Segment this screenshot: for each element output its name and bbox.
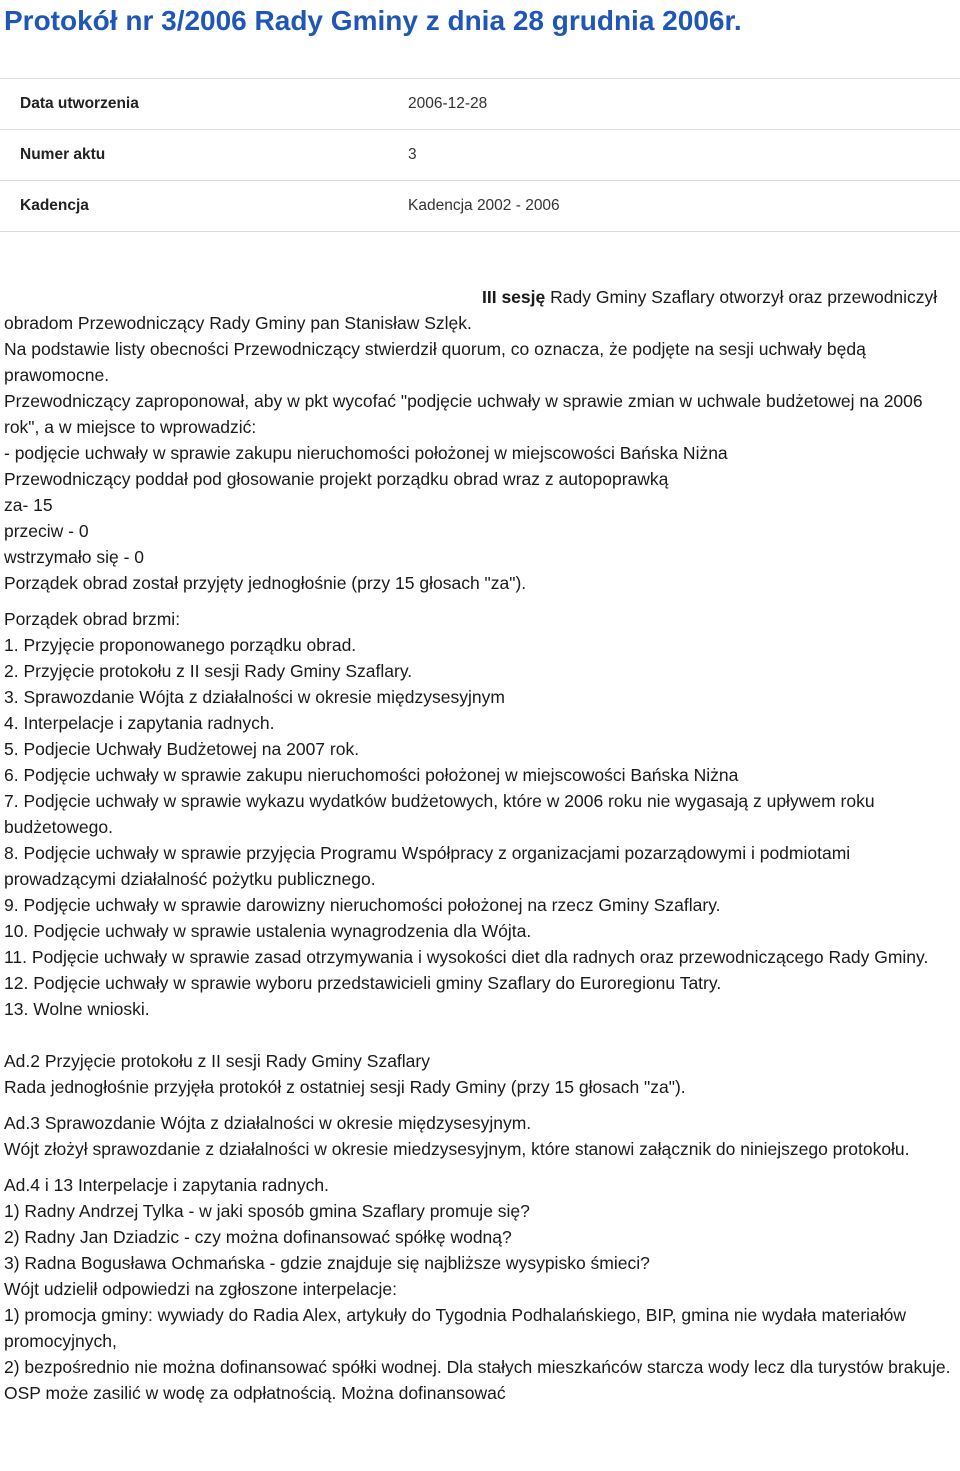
meta-label: Data utworzenia: [0, 79, 408, 130]
meta-label: Kadencja: [0, 181, 408, 232]
meta-row-act-number: [0, 130, 960, 181]
answer: 1) promocja gminy: wywiady do Radia Alex, artykuły do Tygodnia Podhalańskiego, BIP, gmina nie wydała materiałów promocyjnych,: [4, 1305, 907, 1351]
agenda-item: 2. Przyjęcie protokołu z II sesji Rady Gminy Szaflary.: [4, 661, 413, 681]
vote-against: przeciw - 0: [4, 521, 89, 541]
meta-value: 3: [408, 130, 960, 181]
protocol-body: [4, 284, 956, 1406]
meta-value: Kadencja 2002 - 2006: [408, 181, 960, 232]
ad3-heading: Ad.3 Sprawozdanie Wójta z działalności w okresie międzysesyjnym.: [4, 1113, 532, 1133]
agenda-item: 7. Podjęcie uchwały w sprawie wykazu wydatków budżetowych, które w 2006 roku nie wygasają z upływem roku budżetowego.: [4, 791, 875, 837]
agenda-item: 5. Podjecie Uchwały Budżetowej na 2007 rok.: [4, 739, 360, 759]
answers-heading: Wójt udzielił odpowiedzi na zgłoszone interpelacje:: [4, 1279, 397, 1299]
intro-text: Rady Gminy Szaflary otworzył oraz przewodniczył obradom Przewodniczący Rady Gminy pan Stanisław Szlęk.: [4, 287, 938, 333]
body-line: Przewodniczący poddał pod głosowanie projekt porządku obrad wraz z autopoprawką: [4, 469, 669, 489]
answer: 2) bezpośrednio nie można dofinansować spółki wodnej. Dla stałych mieszkańców starcza wody lecz dla turystów brakuje. OSP może zasilić w wodę za odpłatnością. Można dofinansować: [4, 1357, 951, 1403]
body-line: Na podstawie listy obecności Przewodniczący stwierdził quorum, co oznacza, że podjęte na sesji uchwały będą prawomocne.: [4, 339, 866, 385]
agenda-item: 13. Wolne wnioski.: [4, 999, 150, 1019]
agenda-item: 8. Podjęcie uchwały w sprawie przyjęcia Programu Współpracy z organizacjami pozarządowymi i podmiotami prowadzącymi działalność pożytku publicznego.: [4, 843, 851, 889]
agenda-heading: Porządek obrad brzmi:: [4, 609, 181, 629]
metadata-table: [0, 78, 960, 232]
ad4-heading: Ad.4 i 13 Interpelacje i zapytania radnych.: [4, 1175, 329, 1195]
meta-row-term: [0, 181, 960, 232]
agenda-item: 6. Podjęcie uchwały w sprawie zakupu nieruchomości położonej w miejscowości Bańska Niżna: [4, 765, 739, 785]
agenda-item: 12. Podjęcie uchwały w sprawie wyboru przedstawicieli gminy Szaflary do Euroregionu Tatry.: [4, 973, 722, 993]
meta-value: 2006-12-28: [408, 79, 960, 130]
page-title: Protokół nr 3/2006 Rady Gminy z dnia 28 grudnia 2006r.: [4, 5, 742, 36]
agenda-item: 9. Podjęcie uchwały w sprawie darowizny nieruchomości położonej na rzecz Gminy Szaflary.: [4, 895, 721, 915]
vote-for: za- 15: [4, 495, 53, 515]
vote-abstain: wstrzymało się - 0: [4, 547, 145, 567]
ad3-text: Wójt złożył sprawozdanie z działalności w okresie miedzysesyjnym, które stanowi załącznik do niniejszego protokołu.: [4, 1139, 910, 1159]
agenda-item: 11. Podjęcie uchwały w sprawie zasad otrzymywania i wysokości diet dla radnych oraz przewodniczącego Rady Gminy.: [4, 947, 929, 967]
agenda-item: 3. Sprawozdanie Wójta z działalności w okresie międzysesyjnym: [4, 687, 505, 707]
ad2-heading: Ad.2 Przyjęcie protokołu z II sesji Rady Gminy Szaflary: [4, 1051, 430, 1071]
body-line: Porządek obrad został przyjęty jednogłośnie (przy 15 głosach "za").: [4, 573, 527, 593]
session-number: III sesję: [482, 287, 546, 307]
body-line: Przewodniczący zaproponował, aby w pkt wycofać "podjęcie uchwały w sprawie zmian w uchwale budżetowej na 2006 rok", a w miejsce to wprowadzić:: [4, 391, 923, 437]
meta-row-created: [0, 79, 960, 130]
interpellation: 3) Radna Bogusława Ochmańska - gdzie znajduje się najbliższe wysypisko śmieci?: [4, 1253, 650, 1273]
ad2-text: Rada jednogłośnie przyjęła protokół z ostatniej sesji Rady Gminy (przy 15 głosach "za").: [4, 1077, 686, 1097]
interpellation: 2) Radny Jan Dziadzic - czy można dofinansować spółkę wodną?: [4, 1227, 512, 1247]
agenda-item: 10. Podjęcie uchwały w sprawie ustalenia wynagrodzenia dla Wójta.: [4, 921, 532, 941]
meta-label: Numer aktu: [0, 130, 408, 181]
intro-paragraph: [4, 284, 956, 336]
interpellation: 1) Radny Andrzej Tylka - w jaki sposób gmina Szaflary promuje się?: [4, 1201, 530, 1221]
agenda-item: 4. Interpelacje i zapytania radnych.: [4, 713, 275, 733]
agenda-item: 1. Przyjęcie proponowanego porządku obrad.: [4, 635, 357, 655]
body-line: - podjęcie uchwały w sprawie zakupu nieruchomości położonej w miejscowości Bańska Niżna: [4, 443, 728, 463]
